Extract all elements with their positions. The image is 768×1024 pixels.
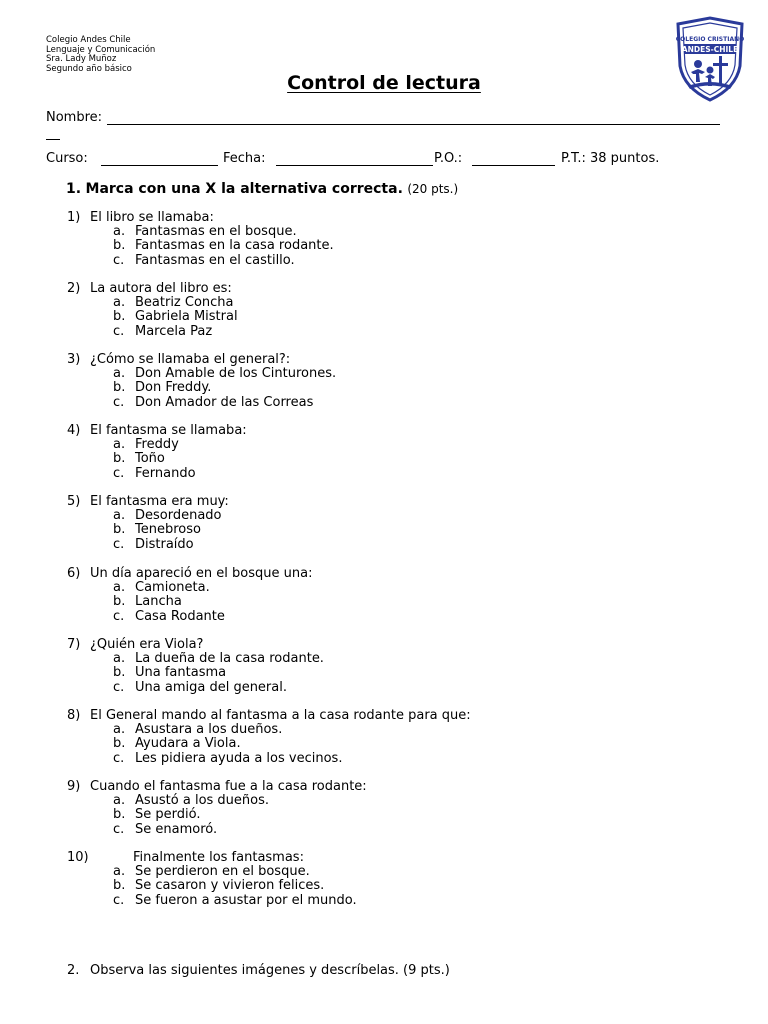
question-1 <box>67 211 334 268</box>
school-line-1: Colegio Andes Chile <box>46 35 131 45</box>
question-number: 7) <box>67 637 81 652</box>
option-b[interactable]: b. Don Freddy. <box>113 380 212 396</box>
section-1-instruction: Marca con una X la alternativa correcta. <box>85 181 403 197</box>
option-a[interactable]: a. Camioneta. <box>113 580 210 596</box>
school-info <box>46 36 155 75</box>
question-number: 8) <box>67 708 81 723</box>
logo-text-main: ANDES-CHILE <box>681 45 739 54</box>
page-title: Control de lectura <box>287 72 481 94</box>
pt-label: P.T.: 38 puntos. <box>561 151 660 166</box>
nombre-answer-line-continued <box>46 139 60 140</box>
question-7 <box>67 638 324 695</box>
option-a[interactable]: a. Beatriz Concha <box>113 295 234 311</box>
question-9 <box>67 780 367 837</box>
option-b[interactable]: b. Toño <box>113 451 165 467</box>
po-answer-line[interactable] <box>472 165 555 166</box>
option-a[interactable]: a. Desordenado <box>113 508 222 524</box>
option-b[interactable]: b. Fantasmas en la casa rodante. <box>113 238 334 254</box>
school-line-3: Sra. Lady Muñoz <box>46 54 117 65</box>
option-c[interactable]: c. Les pidiera ayuda a los vecinos. <box>113 750 343 766</box>
question-text: El fantasma se llamaba: <box>90 423 247 438</box>
section-1-number: 1. <box>66 181 82 197</box>
option-a[interactable]: a. Don Amable de los Cinturones. <box>113 366 337 382</box>
option-a[interactable]: a. Asustó a los dueños. <box>113 793 270 809</box>
fecha-answer-line[interactable] <box>276 165 433 166</box>
option-a[interactable]: a. Se perdieron en el bosque. <box>113 864 310 880</box>
option-b[interactable]: b. Una fantasma <box>113 665 227 681</box>
option-c[interactable]: c. Fernando <box>113 465 196 481</box>
question-text: La autora del libro es: <box>90 281 232 296</box>
option-c[interactable]: c. Marcela Paz <box>113 323 213 339</box>
question-4 <box>67 424 247 481</box>
question-text: ¿Cómo se llamaba el general?: <box>90 352 291 367</box>
school-line-2: Lenguaje y Comunicación <box>46 44 156 55</box>
question-number: 9) <box>67 779 81 794</box>
question-5 <box>67 495 229 552</box>
option-b[interactable]: b. Ayudara a Viola. <box>113 736 241 752</box>
question-number: 3) <box>67 352 81 367</box>
curso-label: Curso: <box>46 151 88 166</box>
school-line-4: Segundo año básico <box>46 64 132 75</box>
question-6 <box>67 567 312 624</box>
section-1-points: (20 pts.) <box>407 182 459 196</box>
option-c[interactable]: c. Fantasmas en el castillo. <box>113 252 295 268</box>
question-3 <box>67 353 336 410</box>
question-number: 1) <box>67 210 81 225</box>
question-text: El libro se llamaba: <box>90 210 214 225</box>
nombre-label: Nombre: <box>46 110 103 125</box>
question-text: Cuando el fantasma fue a la casa rodante: <box>90 779 367 794</box>
option-c[interactable]: c. Casa Rodante <box>113 608 225 624</box>
question-10 <box>67 851 357 908</box>
option-c[interactable]: c. Se fueron a asustar por el mundo. <box>113 892 357 908</box>
option-b[interactable]: b. Tenebroso <box>113 522 201 538</box>
question-number: 4) <box>67 423 81 438</box>
option-b[interactable]: b. Se perdió. <box>113 807 201 823</box>
fecha-label: Fecha: <box>223 151 266 166</box>
option-b[interactable]: b. Gabriela Mistral <box>113 309 238 325</box>
question-number: 2) <box>67 281 81 296</box>
question-text: ¿Quién era Viola? <box>90 637 204 652</box>
question-text: El General mando al fantasma a la casa rodante para que: <box>90 708 471 723</box>
option-a[interactable]: a. Asustara a los dueños. <box>113 722 283 738</box>
question-2 <box>67 282 238 339</box>
logo-text-top: COLEGIO CRISTIANO <box>675 36 745 43</box>
option-a[interactable]: a. Freddy <box>113 437 179 453</box>
section-2-number: 2. <box>67 963 80 978</box>
section-2-instruction: Observa las siguientes imágenes y descríbelas. (9 pts.) <box>90 963 450 978</box>
question-text: Un día apareció en el bosque una: <box>90 566 313 581</box>
question-text: Finalmente los fantasmas: <box>133 850 304 865</box>
section-1-title <box>66 181 458 197</box>
section-2-title <box>67 963 450 978</box>
question-number: 10) <box>67 850 89 865</box>
option-c[interactable]: c. Distraído <box>113 536 194 552</box>
curso-answer-line[interactable] <box>101 165 218 166</box>
question-text: El fantasma era muy: <box>90 494 229 509</box>
option-a[interactable]: a. La dueña de la casa rodante. <box>113 651 324 667</box>
po-label: P.O.: <box>434 151 463 166</box>
option-b[interactable]: b. Lancha <box>113 594 182 610</box>
option-b[interactable]: b. Se casaron y vivieron felices. <box>113 878 325 894</box>
question-8 <box>67 709 471 766</box>
question-number: 6) <box>67 566 81 581</box>
option-c[interactable]: c. Una amiga del general. <box>113 679 287 695</box>
question-number: 5) <box>67 494 81 509</box>
option-c[interactable]: c. Don Amador de las Correas <box>113 394 314 410</box>
option-a[interactable]: a. Fantasmas en el bosque. <box>113 224 297 240</box>
nombre-answer-line[interactable] <box>107 124 720 125</box>
option-c[interactable]: c. Se enamoró. <box>113 821 218 837</box>
